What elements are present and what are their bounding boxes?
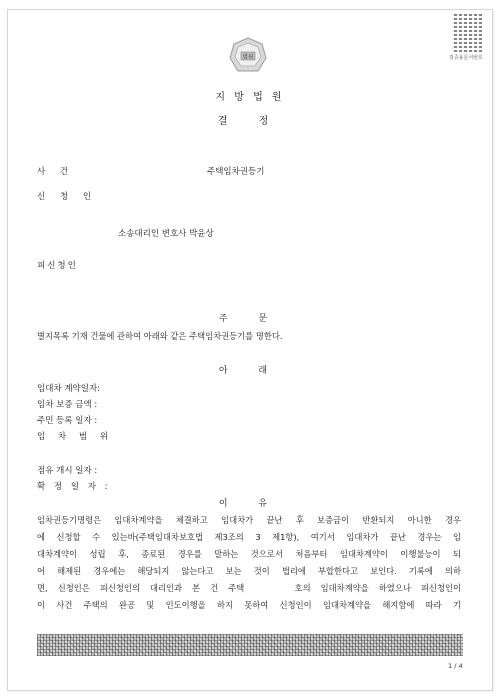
- applicant-label: 신 청 인: [37, 192, 98, 202]
- reasons-line: 임차권등기명령은 임대차계약을 체결하고 임대차가 끝난 후 보증금이 반환되지 아니한 경우: [37, 515, 461, 525]
- representative-line: 소송대리인 변호사 박윤상: [118, 229, 214, 239]
- court-seal-logo: [228, 36, 268, 76]
- field-contract-date: 임대차 계약일자:: [37, 384, 101, 394]
- respondent-label: 피신청인: [37, 261, 78, 271]
- reasons-line: 에 신청할 수 있는바(주택임대차보호법 제3조의 3 제1항), 여기서 임대차가 끝난 경우는 임: [37, 532, 461, 542]
- order-heading: 주 문: [218, 314, 282, 324]
- qr-code: [452, 14, 482, 52]
- reasons-heading: 이 유: [218, 499, 282, 509]
- case-value: 주택임차권등기: [207, 167, 265, 177]
- field-possession-date: 점유 개시 일자 :: [37, 466, 98, 476]
- field-registration-date: 주민 등록 일자 :: [37, 416, 98, 426]
- field-deposit: 임차 보증 금액 :: [37, 400, 98, 410]
- security-pattern-strip: [37, 634, 463, 656]
- reasons-line: 면, 신청인은 피신청인의 대리인과 본 건 주택 호의 임대차계약을 하였으나 피신청인이: [37, 583, 461, 593]
- order-text: 별지목록 기재 건물에 관하여 아래와 같은 주택임차권등기를 명한다.: [37, 331, 283, 341]
- reasons-line: 대차계약이 성립 후, 종료된 경우를 말하는 것으로서 처음부터 임대차계약이 이행불능이 되: [37, 549, 461, 559]
- svg-text:법원: 법원: [242, 54, 254, 61]
- court-title: 지 방 법 원: [215, 92, 285, 103]
- case-label: 사 건: [37, 167, 75, 177]
- document-type-title: 결 정: [217, 116, 283, 127]
- qr-caption: 검증용문서번호: [449, 55, 483, 61]
- reasons-line: 어 해제된 경우에는 해당되지 않는다고 보는 것이 법리에 부합한다고 보인다. 기록에 의하: [37, 566, 461, 576]
- page-number: 1 / 4: [448, 662, 463, 670]
- details-heading: 아 래: [218, 366, 282, 376]
- field-fixed-date: 확 정 일 자 :: [37, 482, 111, 492]
- field-lease-scope: 임 차 범 위: [37, 432, 113, 442]
- reasons-line: 이 사건 주택의 완공 및 인도이행을 하지 못하여 신청인이 임대차계약을 해지함에 따라 기: [37, 600, 461, 610]
